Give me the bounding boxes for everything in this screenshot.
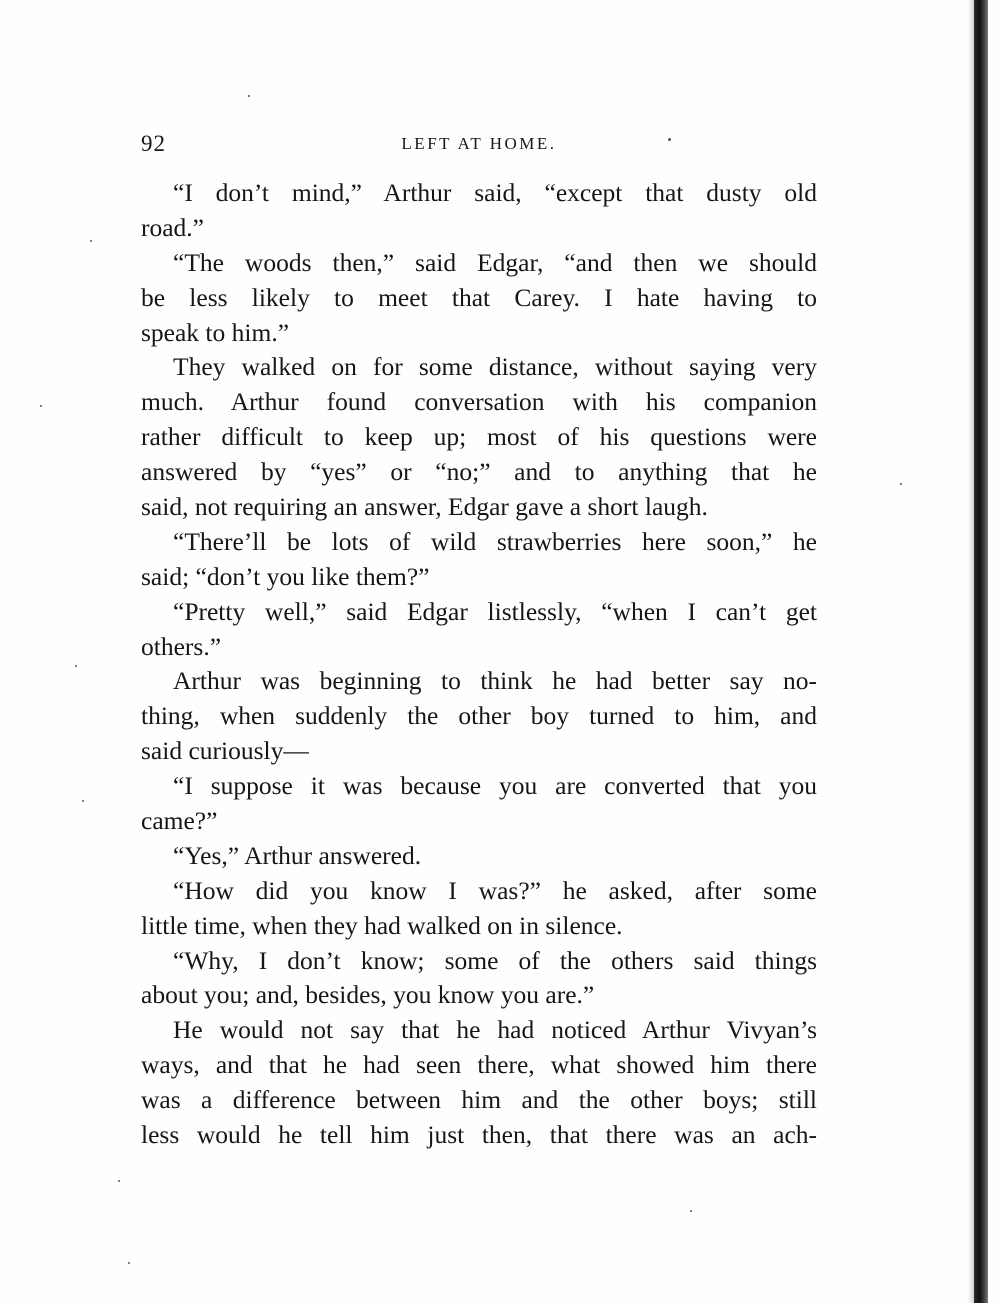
running-title: LEFT AT HOME. bbox=[401, 134, 557, 153]
book-binding-edge bbox=[974, 0, 988, 1303]
text-line: about you; and, besides, you know you are.” bbox=[141, 980, 595, 1010]
page-header bbox=[141, 131, 817, 157]
text-line: road.” bbox=[141, 212, 205, 242]
paper-speck bbox=[668, 138, 671, 141]
text-line: Arthur was beginning to think he had better say no- bbox=[173, 666, 817, 696]
text-line: “Why, I don’t know; some of the others said things bbox=[173, 945, 817, 975]
body-text bbox=[141, 176, 817, 1153]
text-line: others.” bbox=[141, 631, 222, 661]
paper-speck bbox=[118, 1180, 120, 1182]
text-line: He would not say that he had noticed Arthur Vivyan’s bbox=[173, 1015, 817, 1045]
paper-speck bbox=[690, 1210, 692, 1212]
page-number: 92 bbox=[141, 131, 166, 156]
text-line: “There’ll be lots of wild strawberries here soon,” he bbox=[173, 526, 817, 556]
text-line: answered by “yes” or “no;” and to anything that he bbox=[141, 457, 817, 487]
text-line: “Pretty well,” said Edgar listlessly, “when I can’t get bbox=[173, 596, 817, 626]
paper-speck bbox=[82, 800, 84, 802]
text-line: “I don’t mind,” Arthur said, “except that dusty old bbox=[173, 178, 817, 207]
text-line: “The woods then,” said Edgar, “and then we should bbox=[173, 247, 817, 277]
text-line: ways, and that he had seen there, what showed him there bbox=[141, 1050, 817, 1080]
paper-speck bbox=[40, 405, 42, 407]
text-line: came?” bbox=[141, 806, 218, 836]
paper-speck bbox=[900, 483, 902, 485]
paper-speck bbox=[248, 95, 250, 97]
text-line: “I suppose it was because you are converted that you bbox=[173, 771, 817, 801]
text-line: much. Arthur found conversation with his companion bbox=[141, 387, 817, 417]
text-line: They walked on for some distance, without saying very bbox=[173, 352, 817, 382]
text-line: said, not requiring an answer, Edgar gave a short laugh. bbox=[141, 492, 708, 522]
text-line: thing, when suddenly the other boy turned to him, and bbox=[141, 701, 817, 731]
text-line: little time, when they had walked on in silence. bbox=[141, 910, 623, 940]
text-line: speak to him.” bbox=[141, 317, 290, 347]
paper-speck bbox=[90, 240, 92, 242]
text-line: “How did you know I was?” he asked, after some bbox=[173, 875, 817, 905]
text-line: was a difference between him and the other boys; still bbox=[141, 1085, 817, 1115]
text-line: less would he tell him just then, that there was an ach- bbox=[141, 1120, 817, 1150]
paper-speck bbox=[128, 1262, 130, 1264]
text-line: be less likely to meet that Carey. I hate having to bbox=[141, 282, 817, 312]
text-line: said; “don’t you like them?” bbox=[141, 561, 430, 591]
text-line: rather difficult to keep up; most of his questions were bbox=[141, 422, 817, 452]
text-line: “Yes,” Arthur answered. bbox=[173, 840, 422, 870]
text-line: said curiously— bbox=[141, 736, 309, 766]
paper-speck bbox=[75, 665, 77, 667]
